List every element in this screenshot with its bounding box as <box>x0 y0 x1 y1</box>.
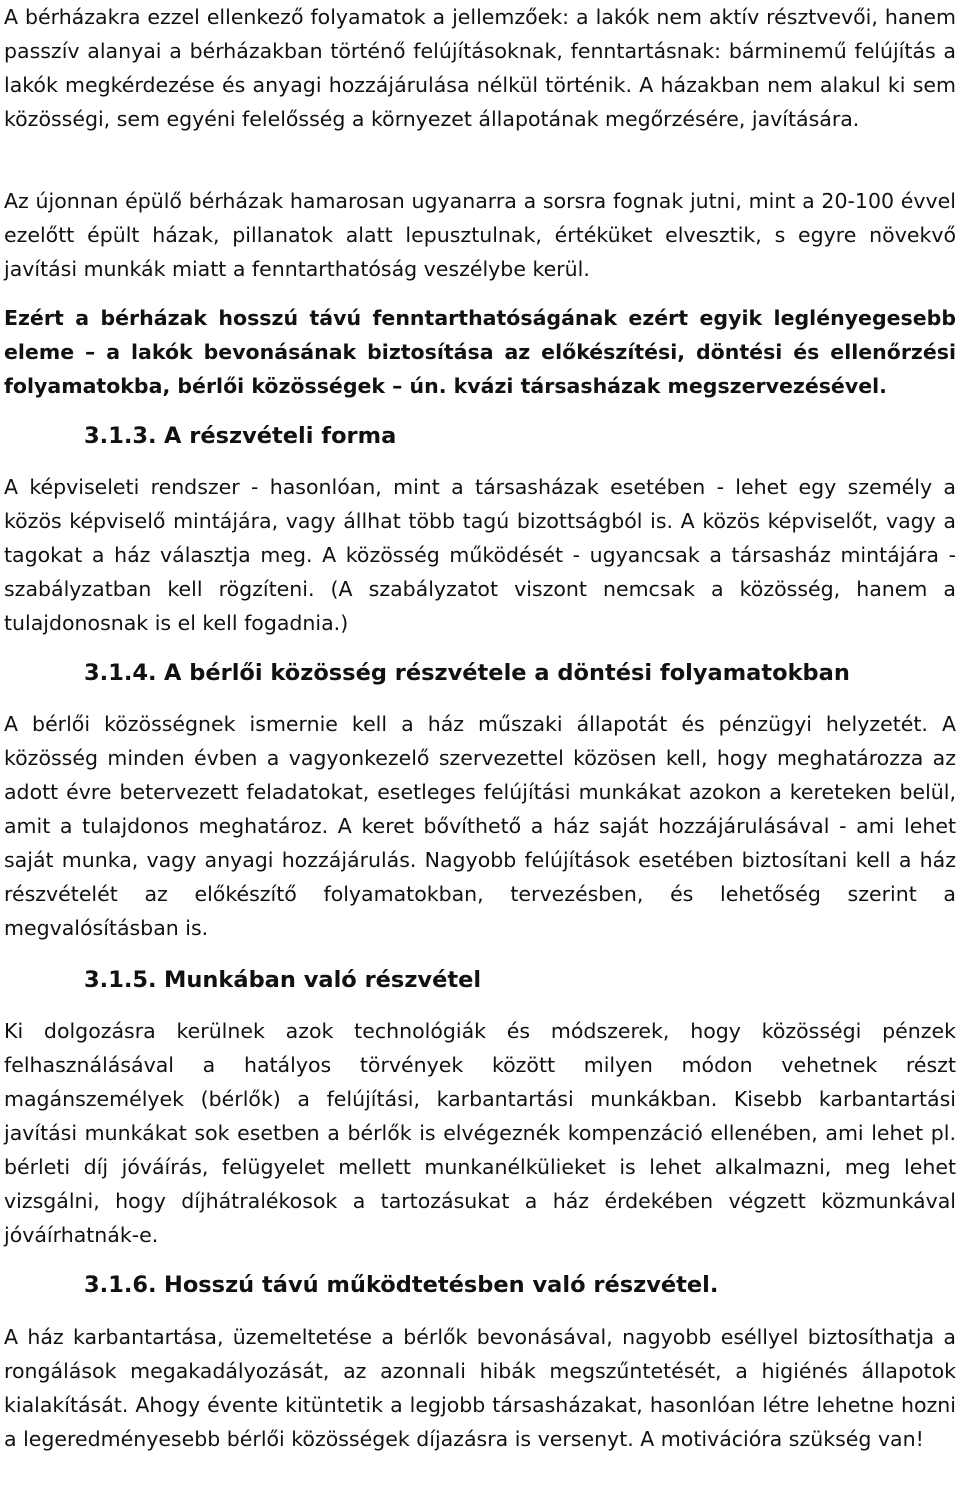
section-title: Hosszú távú működtetésben való részvétel. <box>164 1272 719 1298</box>
section-title: A részvételi forma <box>164 423 397 449</box>
paragraph-key-element: Ezért a bérházak hosszú távú fenntarthatóságának ezért egyik leglényegesebb eleme – a lakók bevonásának biztosítása az előkészítési, döntési és ellenőrzési folyamatokba, bérlői közösségek – ún. kvázi társasházak megszervezésével. <box>4 306 956 398</box>
section-number: 3.1.4. <box>84 660 157 686</box>
paragraph-decision-making: A bérlői közösségnek ismernie kell a ház műszaki állapotát és pénzügyi helyzetét. A közösség minden évben a vagyonkezelő szervezettel közösen kell, hogy meghatározza az adott évre betervezett feladatokat, esetleges felújítási munkákat azokon a kereteken belül, amit a tulajdonos meghatároz. A keret bővíthető a ház saját hozzájárulásával - ami lehet saját munka, vagy anyagi hozzájárulás. Nagyobb felújítások esetében biztosítani kell a ház részvételét az előkészítő folyamatokban, tervezésben, és lehetőség szerint a megvalósításban is. <box>4 712 956 940</box>
paragraph-tenant-passivity: A bérházakra ezzel ellenkező folyamatok a jellemzőek: a lakók nem aktív résztvevői, hanem passzív alanyai a bérházakban történő felújításoknak, fenntartásnak: bárminemű felújítás a lakók megkérdezése és anyagi hozzájárulása nélkül történik. A házakban nem alakul ki sem közösségi, sem egyéni felelősség a környezet állapotának megőrzésére, javítására. <box>4 5 956 131</box>
paragraph-representation: A képviseleti rendszer - hasonlóan, mint a társasházak esetében - lehet egy személy a közös képviselő mintájára, vagy állhat több tagú bizottságból is. A közös képviselőt, vagy a tagokat a ház választja meg. A közösség működését - ugyancsak a társasház mintájára - szabályzatban kell rögzíteni. (A szabályzatot viszont nemcsak a közösség, hanem a tulajdonosnak is el kell fogadnia.) <box>4 475 956 635</box>
section-title: Munkában való részvétel <box>164 967 482 993</box>
section-number: 3.1.3. <box>84 423 157 449</box>
paragraph-work-participation: Ki dolgozásra kerülnek azok technológiák és módszerek, hogy közösségi pénzek felhasználásával a hatályos törvények között milyen módon vehetnek részt magánszemélyek (bérlők) a felújítási, karbantartási munkákban. Kisebb karbantartási javítási munkákat sok esetben a bérlők is elvégeznék kompenzáció ellenében, ami lehet pl. bérleti díj jóváírás, felügyelet mellett munkanélkülieket is lehet alkalmazni, meg lehet vizsgálni, hogy díjhátralékosok a tartozásukat a ház érdekében végzett közmunkával jóváírhatnák-e. <box>4 1019 956 1247</box>
section-heading-3-1-4 <box>84 656 850 690</box>
section-heading-3-1-5 <box>84 963 481 997</box>
section-number: 3.1.6. <box>84 1272 157 1298</box>
section-heading-3-1-3 <box>84 419 396 453</box>
paragraph-new-buildings: Az újonnan épülő bérházak hamarosan ugyanarra a sorsra fognak jutni, mint a 20-100 évvel ezelőtt épült házak, pillanatok alatt lepusztulnak, értéküket elvesztik, s egyre növekvő javítási munkák miatt a fenntarthatóság veszélybe kerül. <box>4 189 956 281</box>
section-heading-3-1-6 <box>84 1268 718 1302</box>
paragraph-long-term-operation: A ház karbantartása, üzemeltetése a bérlők bevonásával, nagyobb eséllyel biztosíthatja a rongálások megakadályozását, az azonnali hibák megszűntetését, a higiénés állapotok kialakítását. Ahogy évente kitüntetik a legjobb társasházakat, hasonlóan létre lehetne hozni a legeredményesebb bérlői közösségek díjazásra is versenyt. A motivációra szükség van! <box>4 1325 956 1451</box>
section-number: 3.1.5. <box>84 967 157 993</box>
section-title: A bérlői közösség részvétele a döntési folyamatokban <box>164 660 850 686</box>
